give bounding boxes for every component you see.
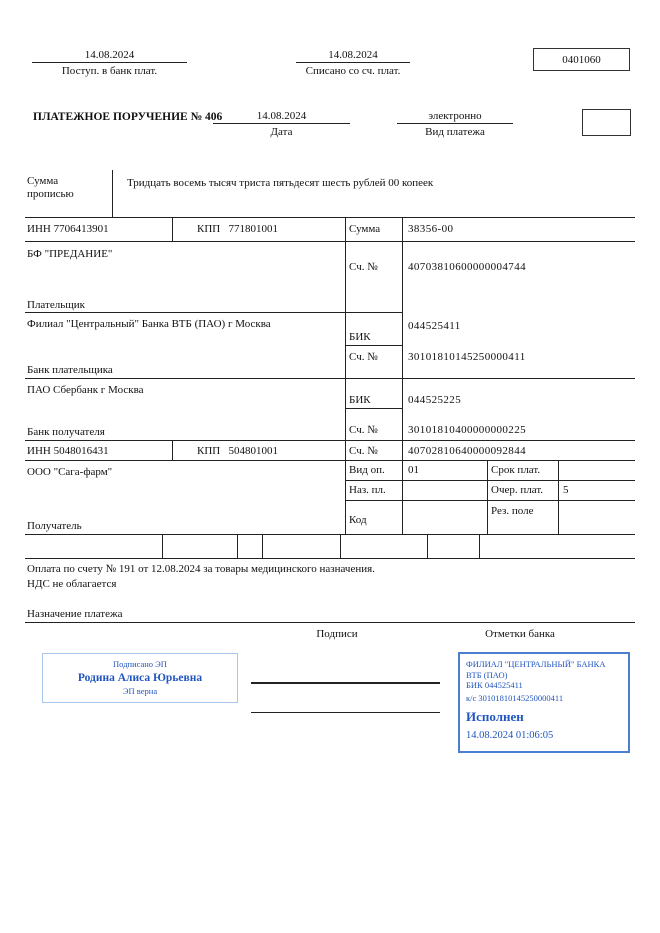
signature-line-2 — [251, 712, 440, 713]
grid-line — [479, 534, 480, 558]
payer-bank-bik-label: БИК — [349, 331, 371, 343]
beneficiary-account: 40702810640000092844 — [408, 445, 526, 457]
grid-line — [25, 558, 635, 559]
date-label: Дата — [270, 126, 293, 138]
grid-line — [162, 534, 163, 558]
signature-stamp-name: Родина Алиса Юрьевна — [77, 672, 203, 684]
bank-stamp — [458, 652, 630, 753]
grid-line — [25, 622, 635, 623]
beneficiary-bank-bik: 044525225 — [408, 394, 462, 406]
grid-line — [25, 534, 635, 535]
grid-line — [345, 345, 402, 346]
bank-stamp-line2: ВТБ (ПАО) — [466, 669, 508, 680]
grid-line — [25, 440, 635, 441]
bank-stamp-datetime: 14.08.2024 01:06:05 — [466, 729, 554, 741]
bank-marks-label: Отметки банка — [485, 628, 555, 640]
grid-line — [340, 534, 341, 558]
code-label: Код — [349, 514, 367, 526]
form-code-box: 0401060 — [533, 48, 630, 71]
grid-line — [25, 241, 635, 242]
grid-line — [345, 408, 402, 409]
bank-stamp-line4: к/с 30101810145250000411 — [466, 692, 564, 703]
purpose-code-label: Наз. пл. — [349, 484, 386, 496]
grid-line — [172, 218, 173, 241]
amount-in-words-label: Сумма прописью — [27, 175, 74, 200]
grid-line — [558, 460, 559, 534]
bank-stamp-line3: БИК 044525411 — [466, 680, 523, 691]
sum-label: Сумма — [349, 223, 381, 235]
beneficiary-bank-account: 30101810400000000225 — [408, 424, 526, 436]
sum-value: 38356-00 — [408, 223, 454, 235]
payer-bank-account-label: Сч. № — [349, 351, 378, 363]
signature-stamp-line3: ЭП верна — [122, 686, 158, 696]
payment-kind-label: Вид платежа — [425, 126, 485, 138]
op-kind-label: Вид оп. — [349, 464, 385, 476]
payer-inn: ИНН 7706413901 — [27, 223, 109, 235]
payer-account: 40703810600000004744 — [408, 261, 526, 273]
signatures-label: Подписи — [316, 628, 358, 640]
grid-line — [112, 170, 113, 217]
priority-label: Очер. плат. — [491, 484, 544, 496]
grid-line — [25, 378, 635, 379]
payer-name: БФ "ПРЕДАНИЕ" — [27, 248, 113, 260]
beneficiary-name: ООО "Сага-фарм" — [27, 466, 113, 478]
debited-date-value: 14.08.2024 — [296, 49, 410, 63]
payer-bank-account: 30101810145250000411 — [408, 351, 526, 363]
grid-line — [172, 440, 173, 460]
priority-value: 5 — [563, 484, 569, 496]
beneficiary-bank-bik-label: БИК — [349, 394, 371, 406]
grid-line — [345, 480, 635, 481]
beneficiary-account-label: Сч. № — [349, 445, 378, 457]
amount-in-words: Тридцать восемь тысяч триста пятьдесят шесть рублей 00 копеек — [127, 177, 434, 189]
signature-stamp — [42, 653, 238, 703]
received-date-label: Поступ. в банк плат. — [61, 65, 158, 77]
beneficiary-bank-account-label: Сч. № — [349, 424, 378, 436]
date-field — [213, 110, 350, 138]
payer-bank-bik: 044525411 — [408, 320, 461, 332]
bank-stamp-status: Исполнен — [466, 708, 524, 724]
payment-kind-field — [397, 110, 513, 138]
received-date-value: 14.08.2024 — [32, 49, 187, 63]
payment-kind-value: электронно — [397, 110, 513, 124]
beneficiary-kpp: КПП 504801001 — [197, 445, 278, 457]
priority-code-box — [582, 109, 631, 136]
grid-line — [237, 534, 238, 558]
debited-date-field — [296, 49, 410, 77]
bank-stamp-line1: ФИЛИАЛ "ЦЕНТРАЛЬНЫЙ" БАНКА — [466, 659, 606, 669]
reserve-field-label: Рез. поле — [491, 505, 534, 517]
payer-bank-name: Филиал "Центральный" Банка ВТБ (ПАО) г Москва — [27, 318, 271, 330]
grid-line — [25, 460, 635, 461]
grid-line — [487, 460, 488, 534]
grid-line — [25, 217, 635, 218]
payment-purpose-line1: Оплата по счету № 191 от 12.08.2024 за товары медицинского назначения. — [27, 563, 375, 575]
received-date-field — [32, 49, 187, 77]
grid-line — [427, 534, 428, 558]
grid-line — [402, 218, 403, 534]
payer-account-label: Сч. № — [349, 261, 378, 273]
grid-line — [345, 500, 635, 501]
date-value: 14.08.2024 — [213, 110, 350, 124]
grid-line — [262, 534, 263, 558]
grid-line — [345, 218, 346, 534]
signature-stamp-line1: Подписано ЭП — [113, 659, 167, 670]
beneficiary-label: Получатель — [27, 520, 82, 532]
payment-purpose-label: Назначение платежа — [27, 608, 123, 620]
payer-label: Плательщик — [27, 299, 85, 311]
op-kind-value: 01 — [408, 464, 419, 476]
pay-term-label: Срок плат. — [491, 464, 541, 476]
signature-line-1 — [251, 682, 440, 684]
payment-purpose-line2: НДС не облагается — [27, 578, 117, 590]
debited-date-label: Списано со сч. плат. — [305, 65, 401, 77]
payer-kpp: КПП 771801001 — [197, 223, 278, 235]
payer-bank-label: Банк плательщика — [27, 364, 113, 376]
payment-order-title: ПЛАТЕЖНОЕ ПОРУЧЕНИЕ № 406 — [33, 111, 223, 123]
beneficiary-bank-label: Банк получателя — [27, 426, 105, 438]
beneficiary-inn: ИНН 5048016431 — [27, 445, 109, 457]
beneficiary-bank-name: ПАО Сбербанк г Москва — [27, 384, 144, 396]
